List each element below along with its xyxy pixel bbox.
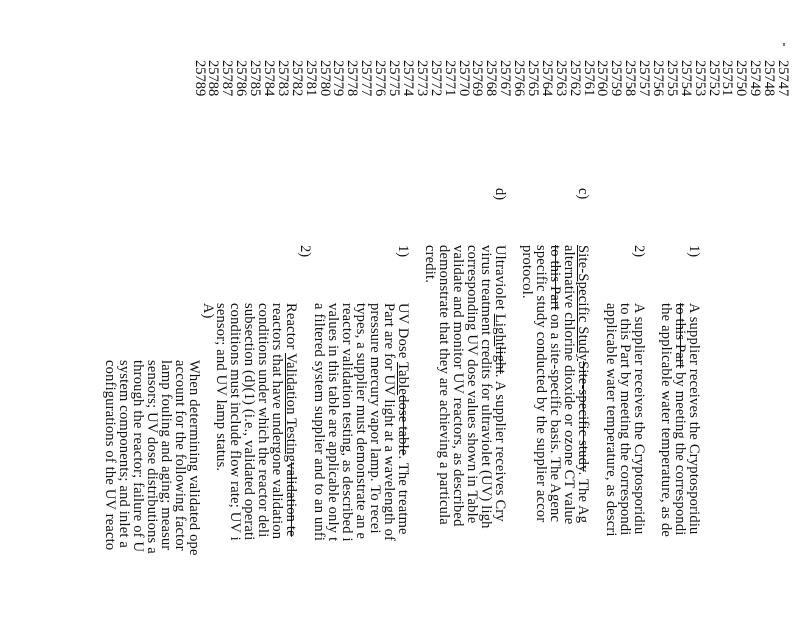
line-number: 25773 — [413, 60, 430, 97]
line-number: 25761 — [580, 60, 597, 97]
item-label-c: c) — [575, 188, 591, 200]
line-number: 25776 — [372, 60, 389, 97]
text-line: protocol. — [519, 245, 535, 299]
item-label-1: 1) — [686, 245, 702, 258]
line-number: 25753 — [691, 60, 708, 97]
line-number: 25784 — [261, 60, 278, 97]
line-number: 25750 — [733, 60, 750, 97]
line-number: 25751 — [719, 60, 736, 97]
line-number: 25781 — [302, 60, 319, 97]
text-line: through the reactor; failure of U — [130, 360, 146, 553]
line-number: 25758 — [622, 60, 639, 97]
text-line: Reactor Validation Testingvalidation te — [283, 303, 299, 537]
text-line: types, a supplier must demonstrate an e — [353, 303, 369, 540]
line-number: 25757 — [636, 60, 653, 97]
text-line: credit. — [422, 245, 438, 284]
line-number: 25771 — [441, 60, 458, 97]
struck-text: dose table — [395, 395, 411, 456]
line-number: 25754 — [677, 60, 694, 97]
text-line: to this Part on a site-specific basis. The Agenc — [547, 245, 563, 523]
line-number: 25786 — [233, 60, 250, 97]
text-line: reactor validation testing, as described i — [339, 303, 355, 542]
line-number: 25789 — [191, 60, 208, 97]
text-line: configurations of the UV reacto — [102, 360, 118, 551]
line-number-column — [192, 60, 789, 130]
text-line: applicable water temperature, as descri — [603, 303, 619, 537]
text-line: system components; and inlet a — [116, 360, 132, 549]
text-line: account for the following factor — [172, 360, 188, 551]
line-number: 25782 — [288, 60, 305, 97]
line-number: 25764 — [538, 60, 555, 97]
text-line: pressure mercury vapor lamp. To recei — [367, 303, 383, 534]
line-number: 25779 — [330, 60, 347, 97]
item-label-A: A) — [200, 303, 216, 319]
line-number: 25774 — [399, 60, 416, 97]
text-line: to this Part by meeting the correspondi — [672, 303, 688, 536]
inserted-text: Site-Specific Study — [575, 245, 591, 362]
item-label-d: d) — [492, 188, 508, 201]
item-label-2b: 2) — [297, 245, 313, 258]
text-line: reactors that have undergone validation — [269, 303, 285, 540]
line-number: 25760 — [594, 60, 611, 97]
line-number: 25763 — [552, 60, 569, 97]
text-line: lamp fouling and aging; measur — [158, 360, 174, 551]
text-line: sensors; UV dose distributions a — [144, 360, 160, 554]
line-number: 25756 — [649, 60, 666, 97]
line-number: 25785 — [247, 60, 264, 97]
text-line: the applicable water temperature, as de — [658, 303, 674, 538]
line-number: 25767 — [497, 60, 514, 97]
struck-text: validation te — [283, 462, 299, 537]
line-number: 25747 — [775, 60, 791, 97]
text-line: Site-Specific StudySite-specific study. The Ag — [575, 245, 591, 524]
line-number: 25770 — [455, 60, 472, 97]
struck-text: to this Part — [547, 245, 563, 311]
text-line: specific study conducted by the supplier accor — [533, 245, 549, 523]
text-line: Ultraviolet Lightlight. A supplier receives Cry — [492, 245, 508, 522]
line-number: 25765 — [524, 60, 541, 97]
line-number: 25755 — [663, 60, 680, 97]
item-label-1b: 1) — [395, 245, 411, 258]
line-number: 25749 — [747, 60, 764, 97]
text-line: subsection (d)(1) (i.e., validated operati — [241, 303, 257, 541]
text-line: values in this table are applicable only t — [325, 303, 341, 542]
line-number: 25769 — [469, 60, 486, 97]
text-line: A supplier receives the Cryptosporidiu — [631, 303, 647, 535]
line-number: 25772 — [427, 60, 444, 97]
text-line: to this Part by meeting the correspondi — [617, 303, 633, 536]
inserted-text: Validation Testing — [283, 353, 299, 463]
text-line: UV Dose Tabledose table. The treatme — [395, 303, 411, 535]
struck-text: light — [492, 346, 508, 374]
text-line: conditions must include flow rate; UV i — [227, 303, 243, 541]
line-number: 25778 — [344, 60, 361, 97]
text-line: conditions under which the reactor deli — [255, 303, 271, 538]
text-line: alternative chlorine dioxide or ozone CT value — [561, 245, 577, 525]
line-number: 25788 — [205, 60, 222, 97]
line-number: 25768 — [483, 60, 500, 97]
text-line: demonstrate that they are achieving a particula — [436, 245, 452, 525]
line-number: 25752 — [705, 60, 722, 97]
line-number: 25775 — [386, 60, 403, 97]
text-line: Part are for UV light at a wavelength of — [381, 303, 397, 542]
text-line: corresponding UV dose values shown in Table — [464, 245, 480, 524]
text-line: sensor; and UV lamp status. — [213, 303, 229, 472]
text-line: a filtered system supplier and to an unfi — [311, 303, 327, 542]
struck-text: to this Part — [672, 303, 688, 369]
line-number: 25780 — [316, 60, 333, 97]
text-line: validate and monitor UV reactors, as described — [450, 245, 466, 527]
line-number: 25762 — [566, 60, 583, 97]
item-label-2: 2) — [631, 245, 647, 258]
inserted-text: Light — [492, 313, 508, 347]
line-number: 25766 — [511, 60, 528, 97]
line-number: 25748 — [761, 60, 778, 97]
text-line: A supplier receives the Cryptosporidiu — [686, 303, 702, 535]
inserted-text: Table — [395, 362, 411, 396]
line-number: 25759 — [608, 60, 625, 97]
line-number: 25777 — [358, 60, 375, 97]
line-number: 25783 — [274, 60, 291, 97]
text-line: virus treatment credits for ultraviolet (UV) ligh — [478, 245, 494, 529]
struck-text: Site-specific study — [575, 361, 591, 472]
text-line: When determining validated ope — [186, 360, 202, 556]
line-number: 25787 — [219, 60, 236, 97]
